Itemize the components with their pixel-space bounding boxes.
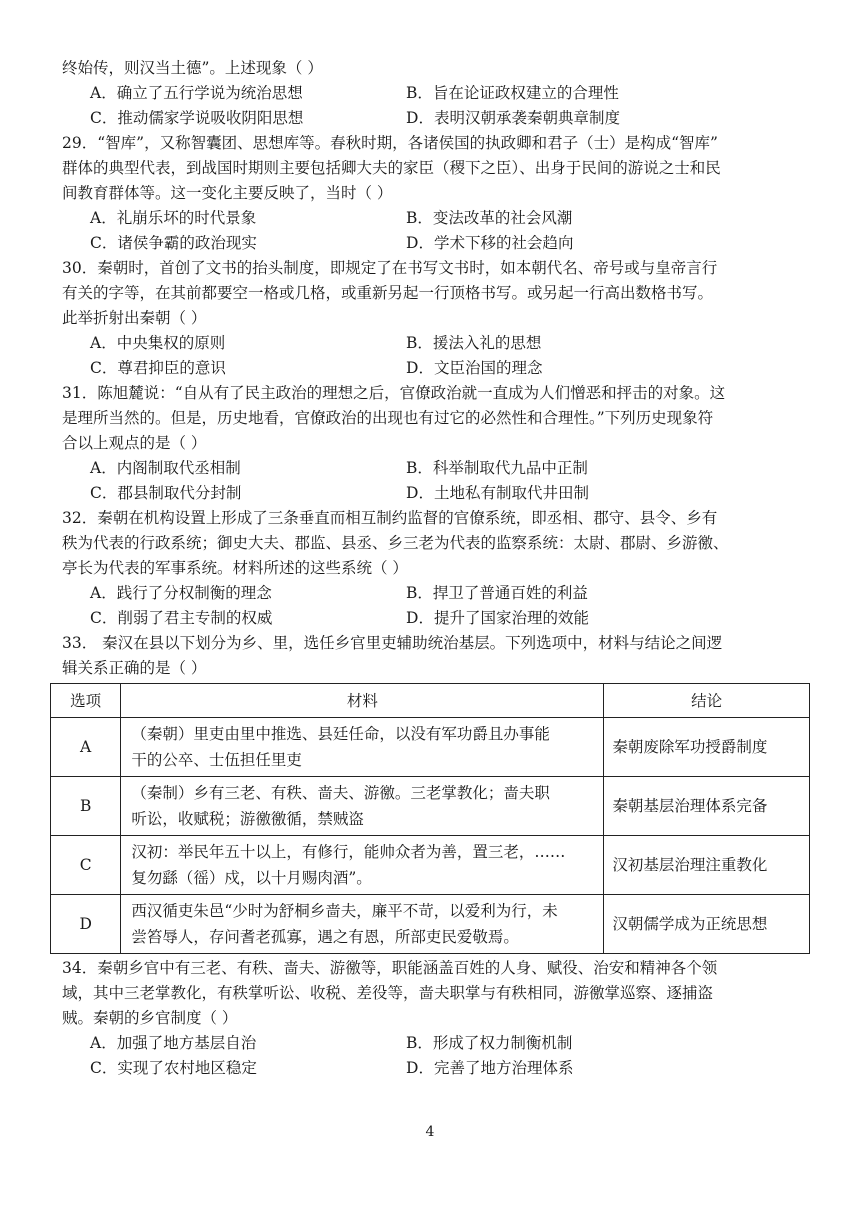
exam-page	[62, 56, 812, 1081]
material-line: （秦朝）里吏由里中推选、县廷任命，以没有军功爵且办事能	[131, 725, 550, 743]
header-option: 选项	[51, 684, 121, 718]
question-stem-line: 31．陈旭麓说：“自从有了民主政治的理想之后，官僚政治就一直成为人们憎恶和抨击的对象。这	[62, 384, 726, 402]
question-stem-line: 29．“智库”，又称智囊团、思想库等。春秋时期，各诸侯国的执政卿和君子（士）是构成“智库”	[62, 134, 718, 152]
question-29	[62, 131, 812, 256]
question-stem-line: 是理所当然的。但是，历史地看，官僚政治的出现也有过它的必然性和合理性。”下列历史现象符	[62, 409, 714, 427]
header-conclusion: 结论	[604, 684, 810, 718]
option-d: D．表明汉朝承袭秦朝典章制度	[406, 109, 620, 127]
options-grid	[62, 81, 812, 131]
option-b: B．变法改革的社会风潮	[406, 209, 573, 227]
material-line: 汉初：举民年五十以上，有修行，能帅众者为善，置三老，……	[131, 843, 566, 861]
option-d: D．文臣治国的理念	[406, 359, 543, 377]
question-32	[62, 506, 812, 631]
question-28	[62, 56, 812, 131]
question-stem-line: 34．秦朝乡官中有三老、有秩、啬夫、游徼等，职能涵盖百姓的人身、赋役、治安和精神各个领	[62, 959, 718, 977]
question-stem-line: 间教育群体等。这一变化主要反映了，当时（ ）	[62, 184, 393, 202]
question-stem-line: 群体的典型代表，到战国时期则主要包括卿大夫的家臣（稷下之臣）、出身于民间的游说之士和民	[62, 159, 721, 177]
option-b: B．旨在论证政权建立的合理性	[406, 84, 619, 102]
material-line: （秦制）乡有三老、有秩、啬夫、游徼。三老掌教化；啬夫职	[131, 784, 550, 802]
row-material	[121, 836, 604, 895]
question-34	[62, 956, 812, 1081]
row-key: C	[51, 836, 121, 895]
question-stem-line: 此举折射出秦朝（ ）	[62, 309, 207, 327]
option-d: D．提升了国家治理的效能	[406, 609, 589, 627]
table-row	[51, 895, 810, 954]
header-material: 材料	[121, 684, 604, 718]
option-d: D．学术下移的社会趋向	[406, 234, 574, 252]
option-d: D．完善了地方治理体系	[406, 1059, 574, 1077]
option-c: C．推动儒家学说吸收阴阳思想	[90, 109, 304, 127]
table-row	[51, 836, 810, 895]
option-c: C．郡县制取代分封制	[90, 484, 242, 502]
question-stem-line: 域，其中三老掌教化，有秩掌听讼、收税、差役等，啬夫职掌与有秩相同，游徼掌巡察、逐捕盗	[62, 984, 714, 1002]
option-c: C．尊君抑臣的意识	[90, 359, 226, 377]
question-30	[62, 256, 812, 381]
question-stem-line: 合以上观点的是（ ）	[62, 434, 207, 452]
options-grid	[62, 331, 812, 381]
option-a: A．礼崩乐坏的时代景象	[90, 209, 257, 227]
material-table	[50, 683, 810, 954]
option-b: B．科举制取代九品中正制	[406, 459, 588, 477]
option-b: B．援法入礼的思想	[406, 334, 542, 352]
material-line: 听讼，收赋税；游徼徼循，禁贼盗	[131, 810, 364, 828]
options-grid	[62, 206, 812, 256]
row-conclusion: 汉朝儒学成为正统思想	[604, 895, 810, 954]
page-number: 4	[425, 1124, 435, 1140]
option-b: B．形成了权力制衡机制	[406, 1034, 573, 1052]
question-stem-line: 33． 秦汉在县以下划分为乡、里，选任乡官里吏辅助统治基层。下列选项中，材料与结论之间逻	[62, 634, 723, 652]
row-key: A	[51, 718, 121, 777]
options-grid	[62, 1031, 812, 1081]
question-31	[62, 381, 812, 506]
options-grid	[62, 456, 812, 506]
option-a: A．内阁制取代丞相制	[90, 459, 241, 477]
table-row	[51, 777, 810, 836]
option-c: C．削弱了君主专制的权威	[90, 609, 273, 627]
row-conclusion: 秦朝基层治理体系完备	[604, 777, 810, 836]
question-stem-line: 32．秦朝在机构设置上形成了三条垂直而相互制约监督的官僚系统，即丞相、郡守、县令、乡有	[62, 509, 718, 527]
row-conclusion: 秦朝废除军功授爵制度	[604, 718, 810, 777]
row-key: B	[51, 777, 121, 836]
option-c: C．实现了农村地区稳定	[90, 1059, 257, 1077]
row-conclusion: 汉初基层治理注重教化	[604, 836, 810, 895]
question-stem-line: 终始传，则汉当土德”。上述现象（ ）	[62, 59, 323, 77]
row-key: D	[51, 895, 121, 954]
option-a: A．践行了分权制衡的理念	[90, 584, 272, 602]
option-b: B．捍卫了普通百姓的利益	[406, 584, 588, 602]
option-a: A．确立了五行学说为统治思想	[90, 84, 303, 102]
option-a: A．加强了地方基层自治	[90, 1034, 257, 1052]
row-material	[121, 895, 604, 954]
table-row	[51, 718, 810, 777]
material-line: 干的公卒、士伍担任里吏	[131, 751, 302, 769]
question-33	[62, 631, 812, 954]
option-d: D．土地私有制取代井田制	[406, 484, 589, 502]
option-a: A．中央集权的原则	[90, 334, 226, 352]
question-stem-line: 贼。秦朝的乡官制度（ ）	[62, 1009, 238, 1027]
material-line: 尝笞辱人，存问耆老孤寡，遇之有恩，所部吏民爱敬焉。	[131, 928, 519, 946]
table-header-row	[51, 684, 810, 718]
material-line: 复勿繇（徭）戍，以十月赐肉酒”。	[131, 869, 372, 887]
question-stem-line: 30．秦朝时，首创了文书的抬头制度，即规定了在书写文书时，如本朝代名、帝号或与皇帝言行	[62, 259, 718, 277]
material-line: 西汉循吏朱邑“少时为舒桐乡啬夫，廉平不苛，以爱利为行，未	[131, 902, 558, 920]
question-stem-line: 亭长为代表的军事系统。材料所述的这些系统（ ）	[62, 559, 408, 577]
question-stem-line: 有关的字等，在其前都要空一格或几格，或重新另起一行顶格书写。或另起一行高出数格书写。	[62, 284, 714, 302]
question-stem-line: 秩为代表的行政系统；御史大夫、郡监、县丞、乡三老为代表的监察系统：太尉、郡尉、乡游徼、	[62, 534, 729, 552]
question-stem-line: 辑关系正确的是（ ）	[62, 659, 207, 677]
row-material	[121, 718, 604, 777]
row-material	[121, 777, 604, 836]
option-c: C．诸侯争霸的政治现实	[90, 234, 257, 252]
options-grid	[62, 581, 812, 631]
